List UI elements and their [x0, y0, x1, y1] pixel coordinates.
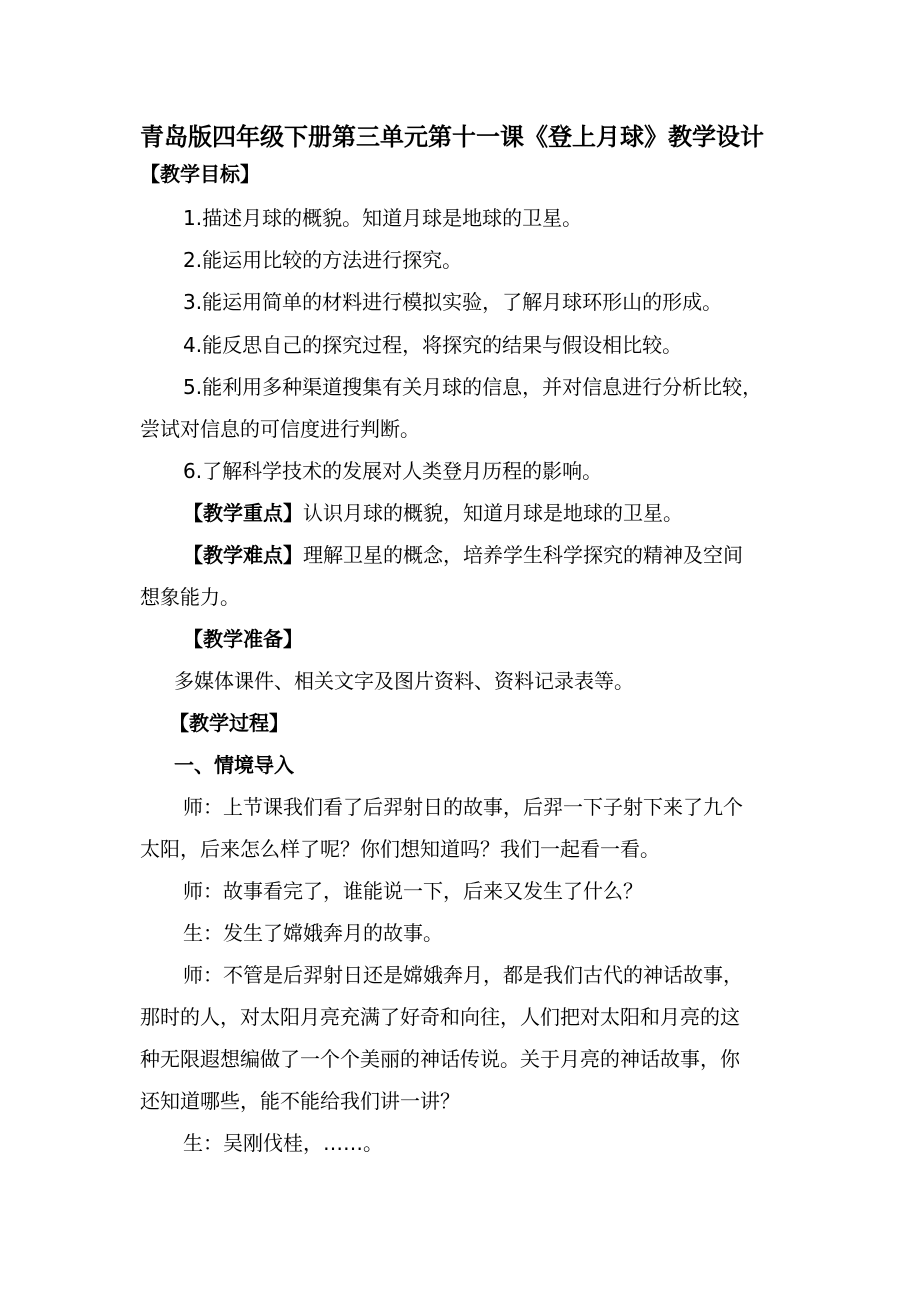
objective-item-6: 6.了解科学技术的发展对人类登月历程的影响。	[183, 459, 603, 483]
key-point-label: 【教学重点】	[183, 501, 303, 525]
dialogue-line-6: 那时的人，对太阳月亮充满了好奇和向往，人们把对太阳和月亮的这	[140, 1005, 740, 1029]
dialogue-line-9: 生：吴刚伐桂，……。	[183, 1131, 383, 1155]
objective-item-3: 3.能运用简单的材料进行模拟实验，了解月球环形山的形成。	[183, 290, 723, 314]
dialogue-line-8: 还知道哪些，能不能给我们讲一讲？	[140, 1089, 460, 1113]
dialogue-line-3: 师：故事看完了，谁能说一下，后来又发生了什么？	[183, 879, 643, 903]
dialogue-line-1: 师：上节课我们看了后羿射日的故事，后羿一下子射下来了九个	[183, 795, 743, 819]
key-point-paragraph	[183, 499, 683, 527]
key-point-text: 认识月球的概貌，知道月球是地球的卫星。	[303, 501, 683, 525]
objective-item-5: 5.能利用多种渠道搜集有关月球的信息，并对信息进行分析比较，	[183, 375, 763, 399]
difficulty-label: 【教学难点】	[183, 543, 303, 567]
dialogue-line-7: 种无限遐想编做了一个个美丽的神话传说。关于月亮的神话故事，你	[140, 1047, 740, 1071]
objective-item-4: 4.能反思自己的探究过程，将探究的结果与假设相比较。	[183, 333, 683, 357]
preparation-text: 多媒体课件、相关文字及图片资料、资料记录表等。	[174, 669, 634, 693]
dialogue-line-2: 太阳，后来怎么样了呢？你们想知道吗？我们一起看一看。	[140, 837, 660, 861]
difficulty-text-continued: 想象能力。	[140, 585, 240, 609]
dialogue-line-5: 师：不管是后羿射日还是嫦娥奔月，都是我们古代的神话故事，	[183, 963, 743, 987]
difficulty-text: 理解卫星的概念，培养学生科学探究的精神及空间	[303, 543, 743, 567]
preparation-heading: 【教学准备】	[183, 627, 303, 651]
objective-item-5-continued: 尝试对信息的可信度进行判断。	[140, 417, 420, 441]
difficulty-paragraph	[183, 541, 743, 569]
dialogue-line-4: 生：发生了嫦娥奔月的故事。	[183, 921, 443, 945]
objective-item-1: 1.描述月球的概貌。知道月球是地球的卫星。	[183, 206, 583, 230]
process-heading: 【教学过程】	[169, 711, 289, 735]
objective-item-2: 2.能运用比较的方法进行探究。	[183, 248, 463, 272]
document-title: 青岛版四年级下册第三单元第十一课《登上月球》教学设计	[140, 123, 764, 151]
objectives-heading: 【教学目标】	[140, 162, 260, 186]
section-1-heading: 一、情境导入	[174, 753, 294, 777]
